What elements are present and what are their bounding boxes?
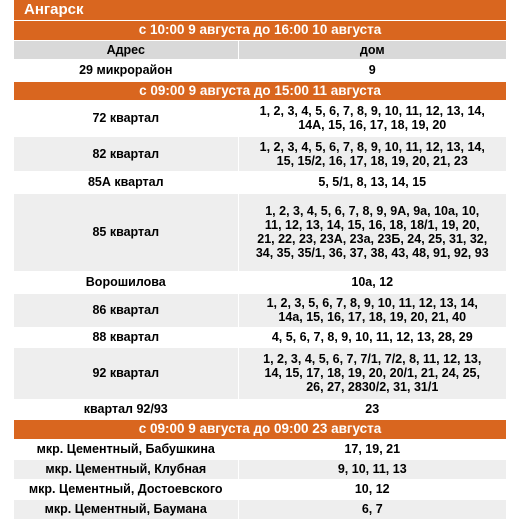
column-header-row [14,40,506,59]
table-row [14,399,506,419]
houses-cell [238,499,506,519]
houses-cell [238,100,506,136]
houses-line: 4, 5, 6, 7, 8, 9, 10, 11, 12, 13, 28, 29 [271,330,473,344]
houses-line: 21, 22, 23, 23А, 23а, 23Б, 24, 25, 31, 32, [257,232,488,246]
houses-line: 10, 12 [354,482,390,496]
address-cell: мкр. Цементный, Достоевского [14,479,238,499]
table-row [14,327,506,347]
address-cell: 29 микрорайон [14,59,238,81]
address-cell: 72 квартал [14,100,238,136]
houses-cell [238,459,506,479]
houses-cell [238,327,506,347]
address-cell: мкр. Цементный, Баумана [14,499,238,519]
houses-cell [238,293,506,327]
table-row [14,100,506,136]
address-cell: 92 квартал [14,347,238,399]
houses-cell [238,399,506,419]
houses-line: 6, 7 [361,502,383,516]
houses-line: 23 [365,402,380,416]
houses-cell [238,479,506,499]
table-row [14,439,506,459]
table-row [14,347,506,399]
houses-line: 1, 2, 3, 4, 5, 6, 7, 7/1, 7/2, 8, 11, 12, 13, [263,352,482,366]
period-row-2 [14,81,506,100]
table-row [14,479,506,499]
column-header-address: Адрес [14,40,238,59]
table-row [14,136,506,171]
houses-line: 14, 15, 17, 18, 19, 20, 20/1, 21, 24, 25, [264,366,480,380]
houses-line: 9, 10, 11, 13 [337,462,407,476]
address-cell: 85А квартал [14,171,238,193]
houses-cell [238,59,506,81]
address-cell: квартал 92/93 [14,399,238,419]
period-label: с 09:00 9 августа до 09:00 23 августа [14,419,506,439]
column-header-house: дом [238,40,506,59]
address-cell: Ворошилова [14,271,238,293]
houses-line: 26, 27, 2830/2, 31, 31/1 [306,380,439,394]
houses-line: 10а, 12 [351,275,394,289]
houses-line: 15, 15/2, 16, 17, 18, 19, 20, 21, 23 [276,153,468,168]
period-label: с 10:00 9 августа до 16:00 10 августа [14,20,506,40]
houses-cell [238,136,506,171]
houses-line: 11, 12, 13, 14, 15, 16, 18, 18/1, 19, 20, [264,218,480,232]
city-title-row [14,0,506,20]
houses-line: 1, 2, 3, 4, 5, 6, 7, 8, 9, 9А, 9а, 10а, 10, [265,204,480,218]
houses-cell [238,193,506,271]
houses-line: 1, 2, 3, 4, 5, 6, 7, 8, 9, 10, 11, 12, 13, 14, [259,139,485,154]
houses-line: 9 [368,63,376,77]
houses-line: 17, 19, 21 [344,442,401,456]
address-cell: мкр. Цементный, Клубная [14,459,238,479]
address-cell: 86 квартал [14,293,238,327]
houses-line: 34, 35, 35/1, 36, 37, 38, 43, 48, 91, 92, 93 [255,246,489,260]
houses-line: 5, 5/1, 8, 13, 14, 15 [318,175,427,189]
address-cell: 85 квартал [14,193,238,271]
table-row [14,499,506,519]
city-title: Ангарск [14,0,506,20]
table-row [14,293,506,327]
schedule-table [14,0,506,520]
houses-cell [238,171,506,193]
period-row-3 [14,419,506,439]
houses-cell [238,271,506,293]
table-row [14,59,506,81]
period-label: с 09:00 9 августа до 15:00 11 августа [14,81,506,100]
houses-line: 14А, 15, 16, 17, 18, 19, 20 [298,118,447,132]
houses-line: 14а, 15, 16, 17, 18, 19, 20, 21, 40 [278,310,467,324]
table-row [14,459,506,479]
period-row-1 [14,20,506,40]
address-cell: мкр. Цементный, Бабушкина [14,439,238,459]
address-cell: 82 квартал [14,136,238,171]
table-row [14,171,506,193]
table-row [14,193,506,271]
houses-cell [238,439,506,459]
houses-line: 1, 2, 3, 5, 6, 7, 8, 9, 10, 11, 12, 13, 14, [266,296,478,310]
outage-schedule [14,0,506,520]
houses-line: 1, 2, 3, 4, 5, 6, 7, 8, 9, 10, 11, 12, 13, 14, [259,104,485,118]
houses-cell [238,347,506,399]
table-row [14,271,506,293]
address-cell: 88 квартал [14,327,238,347]
